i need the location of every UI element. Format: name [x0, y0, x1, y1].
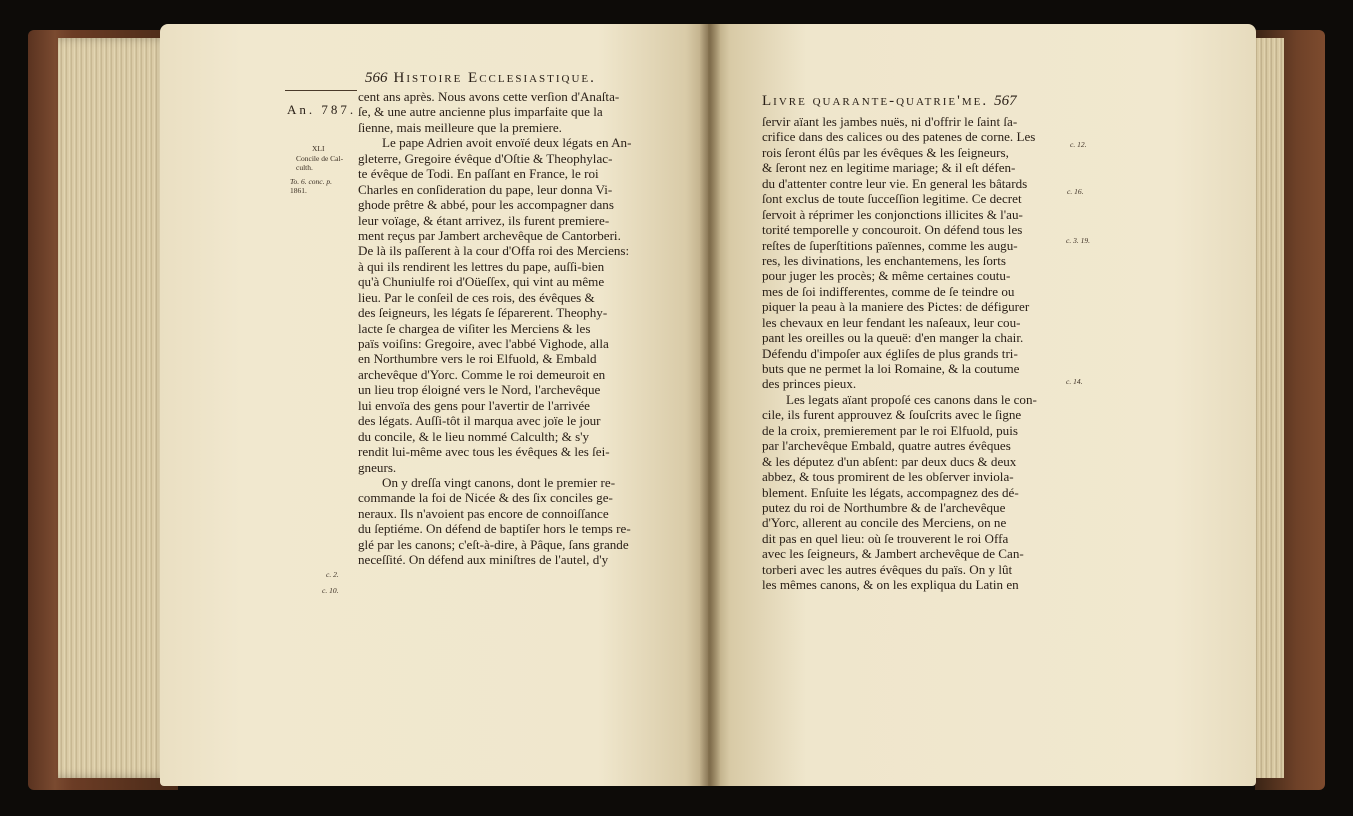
text-line: Défendu d'impoſer aux égliſes de plus grands tri- [762, 345, 1018, 361]
text-line: ſe, & une autre ancienne plus imparfaite que la [358, 104, 603, 120]
text-line: cile, ils furent approuvez & ſouſcrits avec le ſigne [762, 407, 1022, 423]
text-line: gneurs. [358, 459, 397, 475]
text-line: lui envoïa des gens pour l'avertir de l'arrivée [358, 397, 590, 413]
text-line: blement. Enſuite les légats, accompagnez des dé- [762, 484, 1019, 500]
text-line: mes de ſoi indifferentes, comme de ſe teindre ou [762, 283, 1015, 299]
text-line: ment reçus par Jambert archevêque de Cantorberi. [358, 227, 621, 243]
margin-note-council: Concile de Cal- [296, 154, 344, 163]
left-running-head [365, 70, 596, 87]
text-line: archevêque d'Yorc. Comme le roi demeuroit en [358, 366, 606, 382]
book-gutter [700, 24, 720, 786]
text-line: abbez, & tous promirent de les obſerver inviola- [762, 469, 1014, 485]
margin-note-c16: c. 16. [1067, 187, 1084, 196]
text-line: ſienne, mais meilleure que la premiere. [358, 119, 562, 135]
text-line: de la croix, premierement par le roi Elfuold, puis [762, 422, 1018, 438]
text-line: du d'attenter contre leur vie. En general les bâtards [762, 175, 1028, 191]
text-line: res, les divinations, les enchantemens, les ſorts [762, 252, 1006, 268]
text-line: te évêque de Todi. En paſſant en France, le roi [358, 166, 599, 182]
text-line: avec les ſeigneurs, & Jambert archevêque de Can- [762, 546, 1024, 562]
text-line: des légats. Auſſi-tôt il marqua avec joïe le jour [358, 413, 601, 429]
margin-note-c14: c. 14. [1066, 377, 1083, 386]
text-line: On y dreſſa vingt canons, dont le premier re- [382, 474, 616, 490]
margin-note-council-2: culth. [296, 163, 313, 172]
text-line: païs voiſins: Gregoire, avec l'abbé Vighode, alla [358, 336, 609, 351]
text-line: lieu. Par le conſeil de ces rois, des évêques & [358, 289, 595, 305]
text-line: reſtes de ſuperſtitions païennes, comme les augu- [762, 237, 1018, 253]
text-line: & les députez d'un abſent: par deux ducs & deux [762, 453, 1017, 469]
text-line: ſervir aïant les jambes nuës, ni d'offrir le ſaint ſa- [762, 114, 1018, 129]
text-line: pour juger les procès; & même certaines coutu- [762, 268, 1011, 284]
margin-note-c10: c. 10. [322, 586, 339, 595]
text-line: Les legats aïant propoſé ces canons dans le con- [786, 391, 1037, 407]
left-head-rule [285, 90, 357, 91]
text-line: du ſeptiéme. On défend de baptiſer hors le temps re- [358, 521, 631, 537]
text-line: & ſeront nez en legitime mariage; & il eſt défen- [762, 160, 1016, 176]
left-page-edges [58, 38, 170, 778]
text-line: dit pas en quel lieu: où ſe trouverent le roi Offa [762, 530, 1009, 546]
text-line: qu'à Chuniulfe roi d'Oüeſſex, qui vint au même [358, 274, 605, 290]
margin-note-xli: XLI [312, 144, 325, 153]
text-line: buts que ne permet la loi Romaine, & la coutume [762, 361, 1020, 376]
right-running-head [762, 93, 1017, 110]
left-folio: 566 [365, 70, 388, 86]
text-line: Charles en conſideration du pape, leur donna Vi- [358, 181, 613, 197]
text-line: ghode prêtre & abbé, pour les accompagner dans [358, 197, 614, 213]
year-note: An. 787. [287, 102, 357, 117]
left-body-text [358, 89, 676, 568]
text-line: commande la foi de Nicée & des ſix conciles ge- [358, 490, 613, 506]
right-running-title: Livre quarante-quatrie'me. [762, 93, 989, 109]
text-line: des ſeigneurs, les légats ſe ſéparerent. Theophy- [358, 305, 608, 321]
text-line: un lieu trop éloigné vers le Nord, l'archevêque [358, 382, 601, 398]
text-line: torberi avec les autres évêques du païs. On y lût [762, 561, 1013, 577]
text-line: des princes pieux. [762, 376, 857, 392]
text-line: leur voïage, & étant arrivez, ils furent premiere- [358, 212, 610, 228]
text-line: Le pape Adrien avoit envoïé deux légats en An- [382, 135, 632, 151]
margin-note-ref-2: 1861. [290, 186, 307, 195]
right-body-text [762, 114, 1062, 593]
text-line: cent ans après. Nous avons cette verſion d'Anaſta- [358, 89, 620, 104]
text-line: à qui ils rendirent les lettres du pape, auſſi-bien [358, 258, 605, 274]
text-line: du concile, & le lieu nommé Calculth; & s'y [358, 428, 590, 444]
margin-note-c3-19: c. 3. 19. [1066, 236, 1090, 245]
margin-note-c2: c. 2. [326, 570, 339, 579]
text-line: neceſſité. On défend aux miniſtres de l'autel, d'y [358, 552, 609, 568]
text-line: rendit lui-même avec tous les évêques & les ſei- [358, 444, 610, 460]
text-line: putez du roi de Northumbre & de l'archevêque [762, 499, 1006, 515]
text-line: les mêmes canons, & on les expliqua du Latin en [762, 577, 1019, 593]
text-line: torité temporelle y concouroit. On défend tous les [762, 222, 1023, 238]
right-folio: 567 [994, 93, 1017, 109]
text-line: ſont exclus de toute ſucceſſion legitime. Ce decret [762, 191, 1022, 207]
text-line: rois ſeront élûs par les évêques & les ſeigneurs, [762, 144, 1009, 160]
text-line: lacte ſe chargea de viſiter les Merciens & les [358, 320, 591, 336]
text-line: par l'archevêque Embald, quatre autres évêques [762, 438, 1011, 454]
text-line: gleterre, Gregoire évêque d'Oſtie & Theophylac- [358, 150, 613, 166]
text-line: pant les oreilles ou la queuë: d'en manger la chair. [762, 330, 1024, 346]
text-line: neraux. Ils n'avoient pas encore de connoiſſance [358, 505, 609, 521]
margin-note-c12: c. 12. [1070, 140, 1087, 149]
left-running-title: Histoire Ecclesiastique. [393, 70, 596, 86]
text-line: d'Yorc, allerent au concile des Merciens, on ne [762, 515, 1007, 531]
text-line: crifice dans des calices ou des patenes de corne. Les [762, 129, 1036, 145]
text-line: glé par les canons; c'eſt-à-dire, à Pâque, ſans grande [358, 536, 629, 552]
text-line: en Northumbre vers le roi Elfuold, & Embald [358, 351, 597, 367]
text-line: les chevaux en leur fendant les naſeaux, leur cou- [762, 314, 1021, 330]
text-line: ſervoit à réprimer les conjonctions illicites & l'au- [762, 206, 1023, 222]
text-line: piquer la peau à la maniere des Pictes: de défigurer [762, 299, 1030, 315]
margin-note-ref: To. 6. conc. p. [290, 177, 333, 186]
text-line: De là ils paſſerent à la cour d'Offa roi des Merciens: [358, 243, 630, 259]
